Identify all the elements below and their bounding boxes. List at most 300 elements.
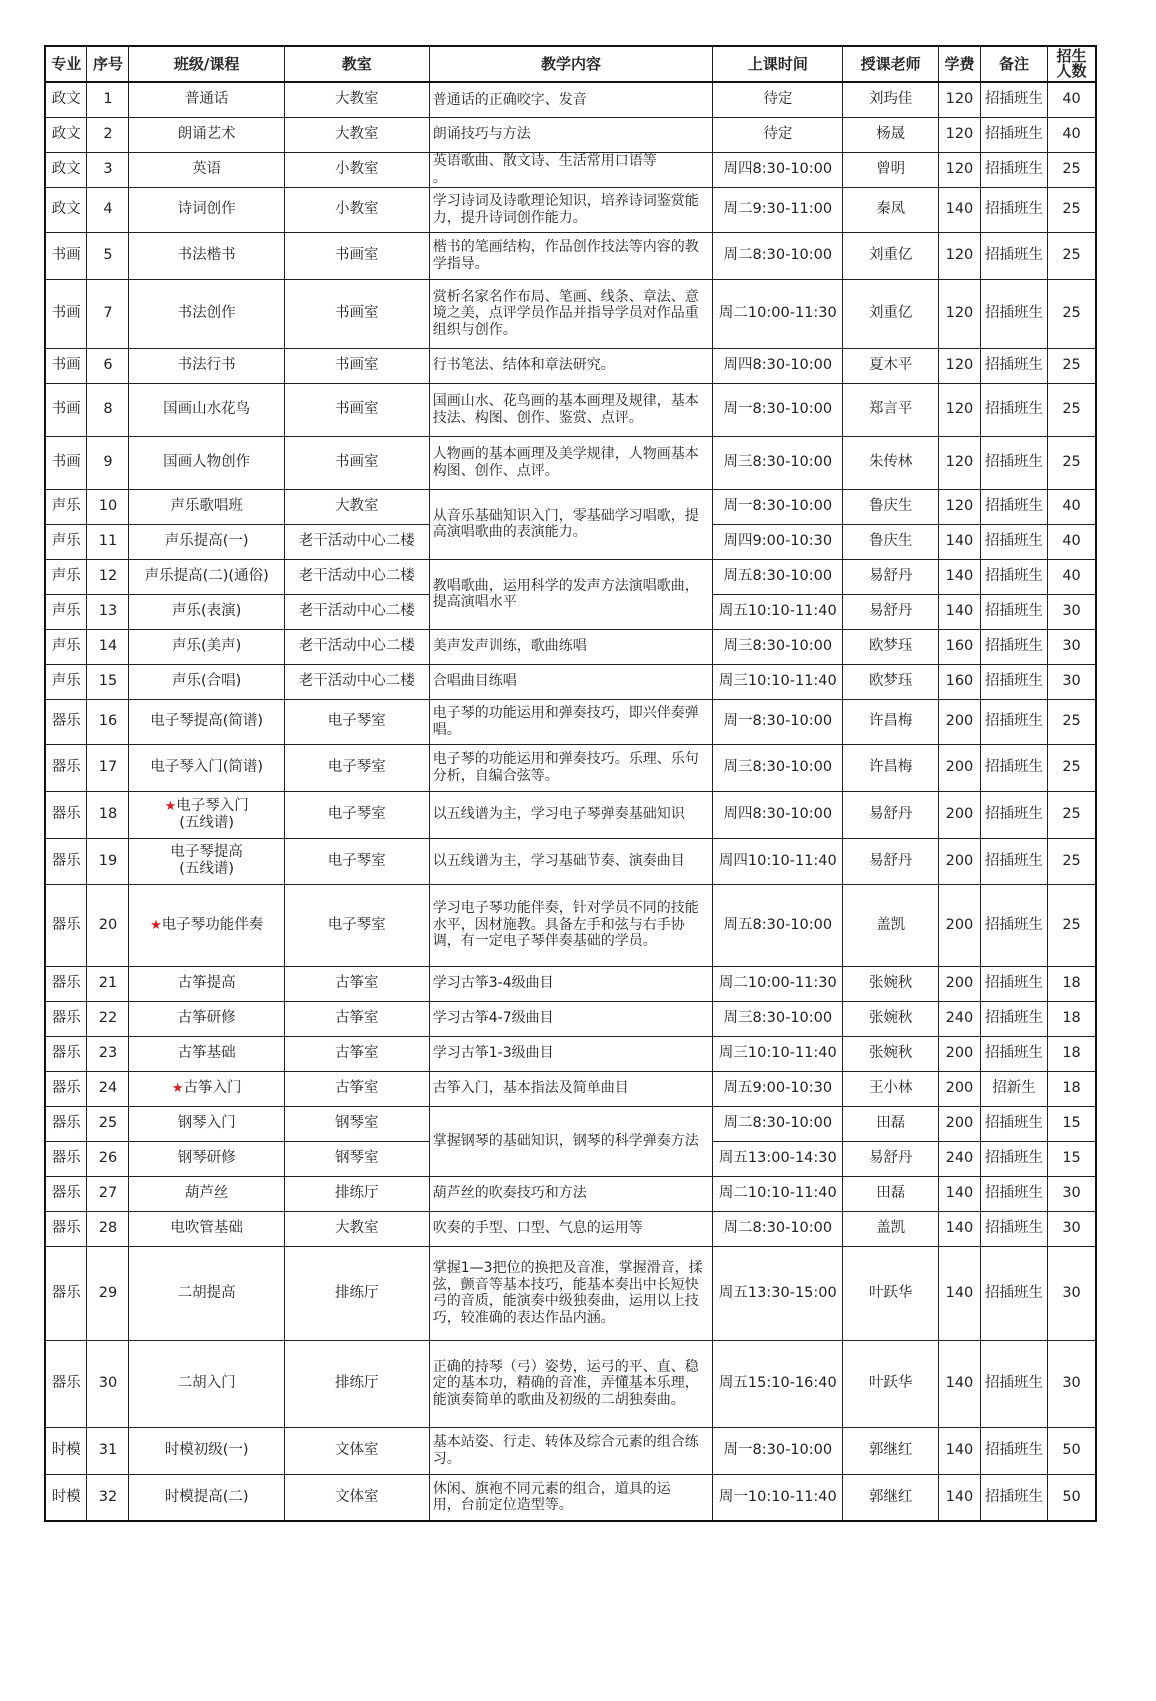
major-cell <box>45 279 87 348</box>
quota-cell-text: 50 <box>1062 1488 1081 1505</box>
quota-cell <box>1048 838 1096 884</box>
note-cell-text: 招插班生 <box>985 247 1044 263</box>
fee-cell-text: 120 <box>945 357 974 373</box>
room-cell <box>284 232 429 279</box>
fee-cell-text: 140 <box>945 201 974 217</box>
course-cell <box>129 1211 284 1246</box>
table-row <box>45 559 1096 594</box>
time-cell <box>713 884 843 966</box>
number-cell <box>87 791 129 838</box>
quota-cell-text: 40 <box>1062 568 1081 584</box>
time-cell-text: 周二10:00-11:30 <box>718 305 837 321</box>
major-cell <box>45 152 87 187</box>
note-cell-text: 招插班生 <box>985 1185 1044 1201</box>
fee-cell <box>938 1141 980 1176</box>
room-cell-text: 文体室 <box>335 1488 379 1505</box>
teacher-cell <box>843 348 939 383</box>
content-cell <box>429 838 712 884</box>
course-cell-text: 声乐(美声) <box>172 638 242 654</box>
room-cell-text: 排练厅 <box>335 1185 379 1201</box>
fee-cell <box>938 559 980 594</box>
table-row <box>45 232 1096 279</box>
major-cell <box>45 1141 87 1176</box>
time-cell-text: 周五10:10-11:40 <box>718 603 837 619</box>
table-row <box>45 152 1096 187</box>
major-cell-text: 器乐 <box>51 1284 81 1301</box>
teacher-cell-text: 易舒丹 <box>868 568 913 584</box>
number-cell <box>87 1246 129 1340</box>
quota-cell <box>1048 152 1096 187</box>
number-cell <box>87 1141 129 1176</box>
teacher-cell <box>843 117 939 152</box>
number-cell <box>87 629 129 664</box>
teacher-cell-text: 鲁庆生 <box>868 498 913 514</box>
room-cell-text: 钢琴室 <box>335 1115 379 1131</box>
number-cell-text: 25 <box>98 1115 118 1131</box>
quota-cell <box>1048 524 1096 559</box>
time-cell <box>713 594 843 629</box>
room-cell-text: 书画室 <box>335 357 379 373</box>
number-cell <box>87 348 129 383</box>
major-cell <box>45 791 87 838</box>
content-cell <box>429 1427 712 1474</box>
content-cell-text: 电子琴的功能运用和弹奏技巧，即兴伴奏弹唱。 <box>432 705 699 738</box>
room-cell <box>284 187 429 232</box>
quota-cell <box>1048 559 1096 594</box>
teacher-cell <box>843 1106 939 1141</box>
fee-cell-text: 120 <box>945 305 974 321</box>
header-note: 备注 <box>980 46 1047 82</box>
note-cell-text: 招插班生 <box>985 533 1044 549</box>
quota-cell-text: 25 <box>1062 201 1081 217</box>
time-cell-text: 周一8:30-10:00 <box>723 1442 833 1458</box>
time-cell-text: 周五13:30-15:00 <box>718 1284 837 1301</box>
number-cell-text: 29 <box>98 1284 118 1301</box>
quota-cell <box>1048 1211 1096 1246</box>
quota-cell-text: 25 <box>1062 161 1081 177</box>
teacher-cell <box>843 1474 939 1521</box>
room-cell-text: 小教室 <box>335 201 379 217</box>
teacher-cell <box>843 232 939 279</box>
course-cell <box>129 489 284 524</box>
number-cell <box>87 383 129 436</box>
course-cell <box>129 82 284 117</box>
course-cell <box>129 791 284 838</box>
content-cell <box>429 82 712 117</box>
room-cell-text: 古筝室 <box>335 1045 379 1061</box>
time-cell <box>713 383 843 436</box>
number-cell <box>87 699 129 744</box>
teacher-cell-text: 易舒丹 <box>868 1150 913 1166</box>
teacher-cell-text: 刘重亿 <box>868 247 913 263</box>
number-cell <box>87 1340 129 1427</box>
number-cell-text: 19 <box>98 852 118 869</box>
course-cell-text: 声乐提高(一) <box>164 533 249 549</box>
number-cell-text: 31 <box>98 1442 118 1458</box>
note-cell-text: 招插班生 <box>985 1045 1044 1061</box>
content-cell <box>429 436 712 489</box>
fee-cell <box>938 187 980 232</box>
time-cell <box>713 1141 843 1176</box>
quota-cell <box>1048 594 1096 629</box>
note-cell <box>980 1246 1047 1340</box>
course-schedule-table <box>44 45 1097 1522</box>
content-cell <box>429 348 712 383</box>
major-cell <box>45 187 87 232</box>
quota-cell-text: 25 <box>1062 852 1081 869</box>
quota-cell <box>1048 1474 1096 1521</box>
number-cell-text: 4 <box>103 201 113 217</box>
teacher-cell <box>843 744 939 791</box>
header-content: 教学内容 <box>429 46 712 82</box>
content-cell-text: 学习古筝1-3级曲目 <box>432 1045 554 1062</box>
teacher-cell <box>843 383 939 436</box>
star-icon: ★ <box>171 1081 184 1096</box>
number-cell <box>87 594 129 629</box>
note-cell <box>980 966 1047 1001</box>
time-cell-text: 周四8:30-10:00 <box>723 806 833 822</box>
fee-cell <box>938 1176 980 1211</box>
fee-cell-text: 200 <box>945 975 974 991</box>
number-cell-text: 1 <box>103 91 113 108</box>
time-cell-text: 周二10:10-11:40 <box>718 1185 837 1201</box>
room-cell-text: 古筝室 <box>335 975 379 991</box>
quota-cell <box>1048 791 1096 838</box>
time-cell-text: 周二8:30-10:00 <box>723 247 833 263</box>
content-cell <box>429 966 712 1001</box>
note-cell-text: 招插班生 <box>985 357 1044 373</box>
teacher-cell <box>843 436 939 489</box>
major-cell-text: 器乐 <box>51 852 81 869</box>
number-cell-text: 3 <box>103 161 113 177</box>
time-cell-text: 待定 <box>763 126 793 142</box>
quota-cell-text: 25 <box>1062 916 1081 933</box>
major-cell-text: 政文 <box>51 201 81 217</box>
time-cell-text: 周一10:10-11:40 <box>718 1488 837 1505</box>
room-cell <box>284 594 429 629</box>
major-cell <box>45 383 87 436</box>
table-row <box>45 629 1096 664</box>
number-cell <box>87 187 129 232</box>
note-cell <box>980 594 1047 629</box>
note-cell <box>980 664 1047 699</box>
fee-cell-text: 140 <box>945 533 974 549</box>
major-cell-text: 政文 <box>51 126 81 142</box>
room-cell <box>284 664 429 699</box>
teacher-cell <box>843 559 939 594</box>
course-cell-text: 书法行书 <box>177 357 236 373</box>
teacher-cell-text: 杨晟 <box>876 126 906 142</box>
fee-cell <box>938 791 980 838</box>
course-cell <box>129 838 284 884</box>
course-cell-text: 葫芦丝 <box>184 1185 229 1201</box>
course-cell <box>129 1427 284 1474</box>
note-cell-text: 招插班生 <box>985 1150 1044 1166</box>
table-row <box>45 82 1096 117</box>
content-cell-text: 从音乐基础知识入门，零基础学习唱歌，提高演唱歌曲的表演能力。 <box>432 507 699 540</box>
number-cell-text: 6 <box>103 357 113 373</box>
number-cell-text: 5 <box>103 247 113 263</box>
fee-cell <box>938 524 980 559</box>
major-cell-text: 器乐 <box>51 713 81 729</box>
note-cell-text: 招插班生 <box>985 638 1044 654</box>
content-cell <box>429 1474 712 1521</box>
quota-cell <box>1048 629 1096 664</box>
note-cell-text: 招插班生 <box>985 975 1044 991</box>
major-cell-text: 器乐 <box>51 1115 81 1131</box>
room-cell <box>284 436 429 489</box>
table-row <box>45 1036 1096 1071</box>
header-room: 教室 <box>284 46 429 82</box>
room-cell-text: 老干活动中心二楼 <box>298 638 415 654</box>
content-cell-text: 教唱歌曲，运用科学的发声方法演唱歌曲，提高演唱水平 <box>432 577 699 610</box>
course-cell <box>129 1246 284 1340</box>
course-cell <box>129 279 284 348</box>
fee-cell <box>938 152 980 187</box>
quota-cell-text: 15 <box>1062 1150 1081 1166</box>
quota-cell <box>1048 82 1096 117</box>
quota-cell-text: 40 <box>1062 533 1081 549</box>
major-cell-text: 声乐 <box>51 603 81 619</box>
room-cell-text: 大教室 <box>335 91 379 108</box>
quota-cell-text: 40 <box>1062 126 1081 142</box>
content-cell-text: 国画山水、花鸟画的基本画理及规律，基本技法、构图、创作、鉴赏、点评。 <box>432 393 699 426</box>
header-time: 上课时间 <box>713 46 843 82</box>
quota-cell <box>1048 1176 1096 1211</box>
course-cell-text: 声乐提高(二)(通俗) <box>144 568 269 584</box>
time-cell <box>713 664 843 699</box>
fee-cell-text: 200 <box>945 759 974 775</box>
fee-cell <box>938 629 980 664</box>
room-cell <box>284 524 429 559</box>
number-cell-text: 17 <box>98 759 118 775</box>
room-cell-text: 小教室 <box>335 161 379 177</box>
content-cell <box>429 791 712 838</box>
fee-cell <box>938 744 980 791</box>
teacher-cell <box>843 1211 939 1246</box>
number-cell-text: 22 <box>98 1010 118 1026</box>
quota-cell <box>1048 1141 1096 1176</box>
fee-cell <box>938 699 980 744</box>
fee-cell-text: 140 <box>945 1220 974 1236</box>
teacher-cell-text: 盖凯 <box>876 916 906 933</box>
note-cell-text: 招插班生 <box>985 91 1044 108</box>
teacher-cell-text: 易舒丹 <box>868 852 913 869</box>
note-cell <box>980 82 1047 117</box>
content-cell-text: 古筝入门，基本指法及简单曲目 <box>432 1080 629 1097</box>
teacher-cell <box>843 187 939 232</box>
course-cell-text: 电子琴提高(简谱) <box>150 713 264 729</box>
fee-cell-text: 120 <box>945 454 974 470</box>
course-cell <box>129 1474 284 1521</box>
fee-cell <box>938 1211 980 1246</box>
room-cell-text: 书画室 <box>335 454 379 470</box>
major-cell-text: 声乐 <box>51 498 81 514</box>
quota-cell <box>1048 436 1096 489</box>
teacher-cell <box>843 664 939 699</box>
note-cell <box>980 524 1047 559</box>
teacher-cell-text: 欧梦珏 <box>868 673 913 689</box>
note-cell-text: 招插班生 <box>985 806 1044 822</box>
note-cell <box>980 699 1047 744</box>
course-cell-text: 二胡提高 <box>177 1284 236 1301</box>
number-cell <box>87 1036 129 1071</box>
room-cell <box>284 629 429 664</box>
teacher-cell <box>843 594 939 629</box>
note-cell <box>980 383 1047 436</box>
content-cell <box>429 1001 712 1036</box>
table-body <box>45 82 1096 1521</box>
quota-cell-text: 25 <box>1062 713 1081 729</box>
course-cell-text: 电子琴入门 (五线谱) <box>176 797 249 831</box>
room-cell-text: 大教室 <box>335 498 379 514</box>
time-cell <box>713 1474 843 1521</box>
fee-cell <box>938 1071 980 1106</box>
content-cell <box>429 884 712 966</box>
quota-cell-text: 18 <box>1062 1080 1081 1096</box>
table-row <box>45 348 1096 383</box>
fee-cell-text: 140 <box>945 568 974 584</box>
time-cell <box>713 1176 843 1211</box>
course-cell <box>129 884 284 966</box>
content-cell-text: 掌握钢琴的基础知识，钢琴的科学弹奏方法 <box>432 1132 699 1149</box>
room-cell <box>284 1071 429 1106</box>
table-row <box>45 279 1096 348</box>
number-cell-text: 26 <box>98 1150 118 1166</box>
quota-cell-text: 18 <box>1062 1045 1081 1061</box>
table-row <box>45 117 1096 152</box>
quota-cell <box>1048 232 1096 279</box>
content-cell-text: 以五线谱为主，学习基础节奏、演奏曲目 <box>432 852 685 869</box>
fee-cell <box>938 664 980 699</box>
content-cell-text: 学习古筝3-4级曲目 <box>432 975 554 992</box>
quota-cell <box>1048 348 1096 383</box>
note-cell-text: 招插班生 <box>985 759 1044 775</box>
fee-cell <box>938 838 980 884</box>
number-cell-text: 14 <box>98 638 118 654</box>
header-course: 班级/课程 <box>129 46 284 82</box>
course-cell <box>129 559 284 594</box>
room-cell-text: 排练厅 <box>335 1284 379 1301</box>
major-cell <box>45 838 87 884</box>
fee-cell <box>938 436 980 489</box>
course-cell <box>129 1340 284 1427</box>
teacher-cell-text: 田磊 <box>876 1185 906 1201</box>
course-cell-text: 声乐(合唱) <box>172 673 242 689</box>
teacher-cell <box>843 82 939 117</box>
fee-cell-text: 200 <box>945 1045 974 1061</box>
header-major: 专业 <box>45 46 87 82</box>
room-cell <box>284 699 429 744</box>
quota-cell <box>1048 383 1096 436</box>
course-cell-text: 声乐(表演) <box>172 603 242 619</box>
quota-cell <box>1048 1427 1096 1474</box>
teacher-cell-text: 易舒丹 <box>868 806 913 822</box>
major-cell <box>45 884 87 966</box>
major-cell <box>45 966 87 1001</box>
teacher-cell-text: 夏木平 <box>868 357 913 373</box>
content-cell-text: 美声发声训练，歌曲练唱 <box>432 638 587 655</box>
number-cell-text: 27 <box>98 1185 118 1201</box>
quota-cell <box>1048 187 1096 232</box>
course-cell <box>129 664 284 699</box>
room-cell <box>284 1106 429 1141</box>
teacher-cell-text: 朱传林 <box>868 454 913 470</box>
time-cell-text: 周五8:30-10:00 <box>723 916 833 933</box>
content-cell <box>429 1246 712 1340</box>
major-cell <box>45 348 87 383</box>
major-cell-text: 器乐 <box>51 1220 81 1236</box>
table-row <box>45 1474 1096 1521</box>
teacher-cell <box>843 1246 939 1340</box>
content-cell-text: 休闲、旗袍不同元素的组合，道具的运 用，台前定位造型等。 <box>432 1480 671 1514</box>
major-cell <box>45 664 87 699</box>
time-cell <box>713 838 843 884</box>
number-cell-text: 11 <box>98 533 118 549</box>
room-cell <box>284 152 429 187</box>
content-cell <box>429 279 712 348</box>
room-cell <box>284 82 429 117</box>
course-cell-text: 国画人物创作 <box>163 454 251 470</box>
note-cell-text: 招插班生 <box>985 1375 1044 1391</box>
number-cell-text: 16 <box>98 713 118 729</box>
content-cell <box>429 1036 712 1071</box>
note-cell-text: 招插班生 <box>985 1488 1044 1505</box>
content-cell <box>429 559 712 629</box>
time-cell <box>713 1246 843 1340</box>
major-cell-text: 器乐 <box>51 759 81 775</box>
time-cell-text: 周二10:00-11:30 <box>718 975 837 991</box>
note-cell-text: 招插班生 <box>985 201 1044 217</box>
time-cell <box>713 1036 843 1071</box>
table-row <box>45 383 1096 436</box>
fee-cell-text: 200 <box>945 852 974 869</box>
teacher-cell-text: 郭继红 <box>868 1442 913 1458</box>
content-cell <box>429 1211 712 1246</box>
time-cell <box>713 699 843 744</box>
fee-cell <box>938 1001 980 1036</box>
major-cell-text: 器乐 <box>51 806 81 822</box>
major-cell <box>45 594 87 629</box>
teacher-cell-text: 许昌梅 <box>868 759 913 775</box>
teacher-cell <box>843 489 939 524</box>
course-cell <box>129 524 284 559</box>
quota-cell-text: 25 <box>1062 454 1081 470</box>
fee-cell-text: 120 <box>945 498 974 514</box>
major-cell <box>45 1001 87 1036</box>
course-cell <box>129 1071 284 1106</box>
teacher-cell-text: 田磊 <box>876 1115 906 1131</box>
quota-cell <box>1048 279 1096 348</box>
table-row <box>45 1001 1096 1036</box>
room-cell <box>284 966 429 1001</box>
fee-cell-text: 160 <box>945 638 974 654</box>
room-cell <box>284 383 429 436</box>
course-cell <box>129 1106 284 1141</box>
quota-cell-text: 30 <box>1062 1220 1081 1236</box>
content-cell-text: 学习古筝4-7级曲目 <box>432 1010 554 1027</box>
note-cell-text: 招插班生 <box>985 603 1044 619</box>
teacher-cell-text: 盖凯 <box>876 1220 906 1236</box>
time-cell-text: 周四8:30-10:00 <box>723 161 833 177</box>
major-cell <box>45 1246 87 1340</box>
time-cell <box>713 1427 843 1474</box>
major-cell-text: 器乐 <box>51 1185 81 1201</box>
number-cell-text: 18 <box>98 806 118 822</box>
time-cell-text: 周二8:30-10:00 <box>723 1220 833 1236</box>
note-cell-text: 招插班生 <box>985 916 1044 933</box>
content-cell <box>429 489 712 559</box>
